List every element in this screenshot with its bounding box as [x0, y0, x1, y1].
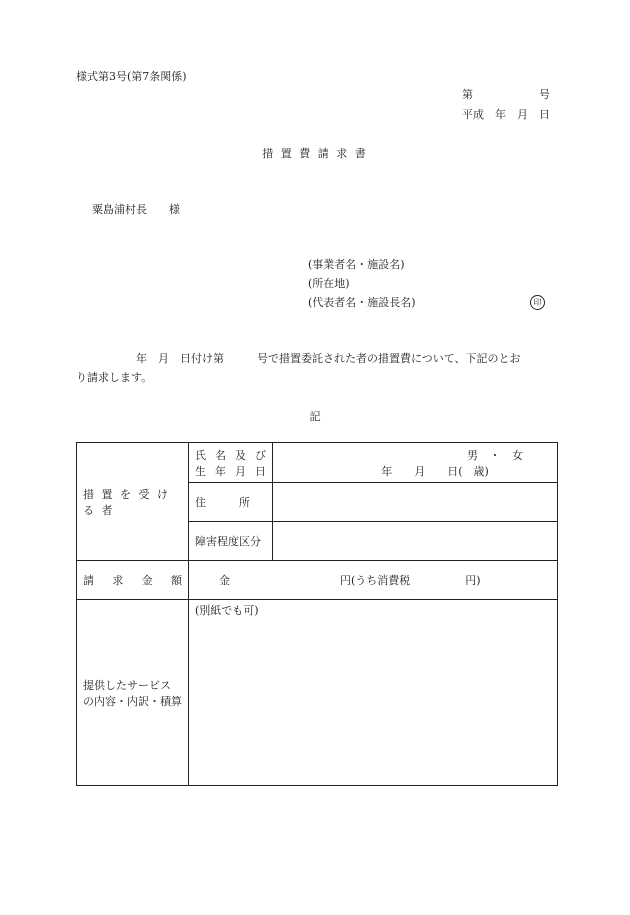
name-dob-label-line-1: 氏 名 及 び	[195, 448, 266, 462]
name-dob-label	[189, 443, 273, 483]
service-note: (別紙でも可)	[195, 604, 259, 617]
form-number: 様式第3号(第7条関係)	[76, 70, 187, 83]
address-label: 住 所	[189, 483, 273, 522]
body-text-line-2: り請求します。	[76, 371, 153, 384]
addressee: 粟島浦村長 様	[92, 203, 180, 216]
sender-business-name: (事業者名・施設名)	[308, 258, 405, 271]
dob-template: 年 月 日( 歳)	[381, 464, 489, 478]
recipient-label: 措 置 を 受 け る 者	[77, 443, 189, 561]
ki-heading: 記	[309, 410, 321, 423]
document-date: 平成 年 月 日	[462, 108, 550, 121]
service-label-line-2: の内容・内訳・積算	[83, 694, 182, 708]
amount-label: 請 求 金 額	[77, 561, 189, 600]
seal-icon: 印	[530, 295, 545, 310]
amount-field[interactable]: 金 円(うち消費税 円)	[189, 561, 558, 600]
disability-field[interactable]	[273, 522, 558, 561]
name-dob-label-line-2: 生 年 月 日	[195, 464, 266, 478]
sender-address: (所在地)	[308, 277, 350, 290]
service-field[interactable]	[189, 600, 558, 786]
service-label	[77, 600, 189, 786]
page-title: 措 置 費 請 求 書	[262, 147, 368, 160]
sender-representative: (代表者名・施設長名)	[308, 296, 416, 309]
disability-label: 障害程度区分	[189, 522, 273, 561]
document-number: 第 号	[462, 88, 550, 101]
address-field[interactable]	[273, 483, 558, 522]
body-text-line-1: 年 月 日付け第 号で措置委託された者の措置費について、下記のとお	[136, 352, 521, 365]
claim-table	[76, 442, 558, 786]
service-label-line-1: 提供したサービス	[83, 678, 171, 692]
sex-option: 男 ・ 女	[467, 448, 527, 462]
seal-mark	[530, 295, 545, 310]
name-dob-field[interactable]	[273, 443, 558, 483]
